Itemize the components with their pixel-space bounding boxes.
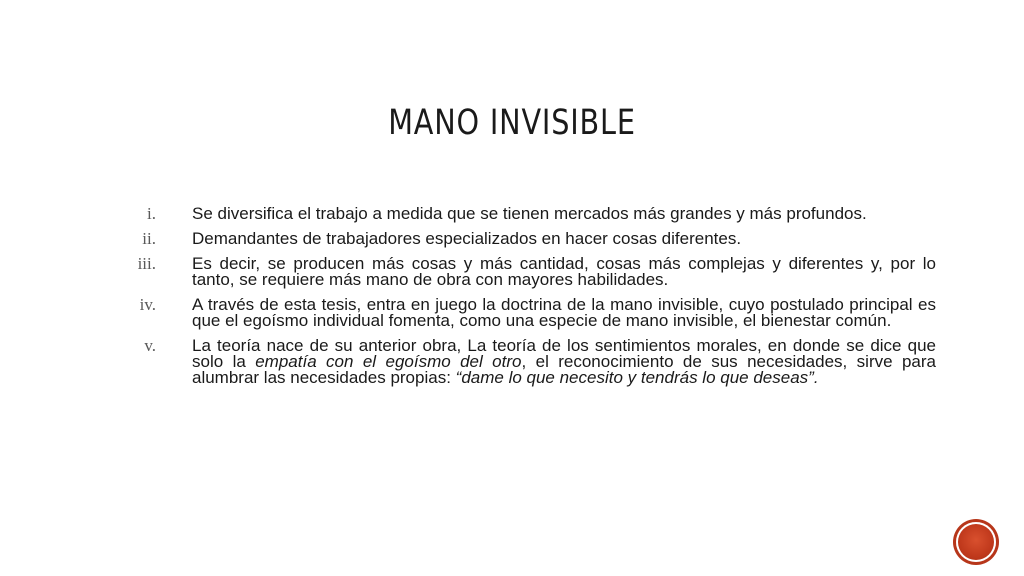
list-item-text: Se diversifica el trabajo a medida que se tienen mercados más grandes y más profundos.: [192, 204, 867, 223]
list-marker: v.: [144, 336, 156, 355]
list-item-text: [192, 338, 936, 386]
list-item: [116, 256, 936, 288]
list-item: [116, 297, 936, 329]
list-marker: i.: [147, 204, 156, 223]
emphasized-phrase: empatía con el egoísmo del otro: [255, 352, 522, 371]
list-item-text: A través de esta tesis, entra en juego la doctrina de la mano invisible, cuyo postulado principal es que el egoísmo individual fomenta, como una especie de mano invisible, el bienestar común.: [192, 295, 936, 330]
list-item-text: Demandantes de trabajadores especializados en hacer cosas diferentes.: [192, 229, 742, 248]
slide-number-badge: [956, 522, 996, 562]
list-item: [116, 206, 936, 222]
bullet-list: [116, 206, 936, 395]
list-marker: ii.: [142, 229, 156, 248]
list-item: [116, 338, 936, 386]
list-item-text-part: La teoría nace de su anterior obra, La teoría de los sentimientos morales, en donde se dice que solo la: [192, 336, 936, 371]
quoted-phrase: “dame lo que necesito y tendrás lo que deseas”.: [455, 368, 819, 387]
list-item: [116, 231, 936, 247]
slide-title: MANO INVISIBLE: [388, 103, 636, 143]
list-item-text-part: , el reconocimiento de sus necesidades, sirve para alumbrar las necesidades propias:: [192, 352, 936, 387]
list-marker: iv.: [139, 295, 156, 314]
list-marker: iii.: [137, 254, 156, 273]
list-item-text: Es decir, se producen más cosas y más cantidad, cosas más complejas y diferentes y, por lo tanto, se requiere más mano de obra con mayores habilidades.: [192, 254, 936, 289]
